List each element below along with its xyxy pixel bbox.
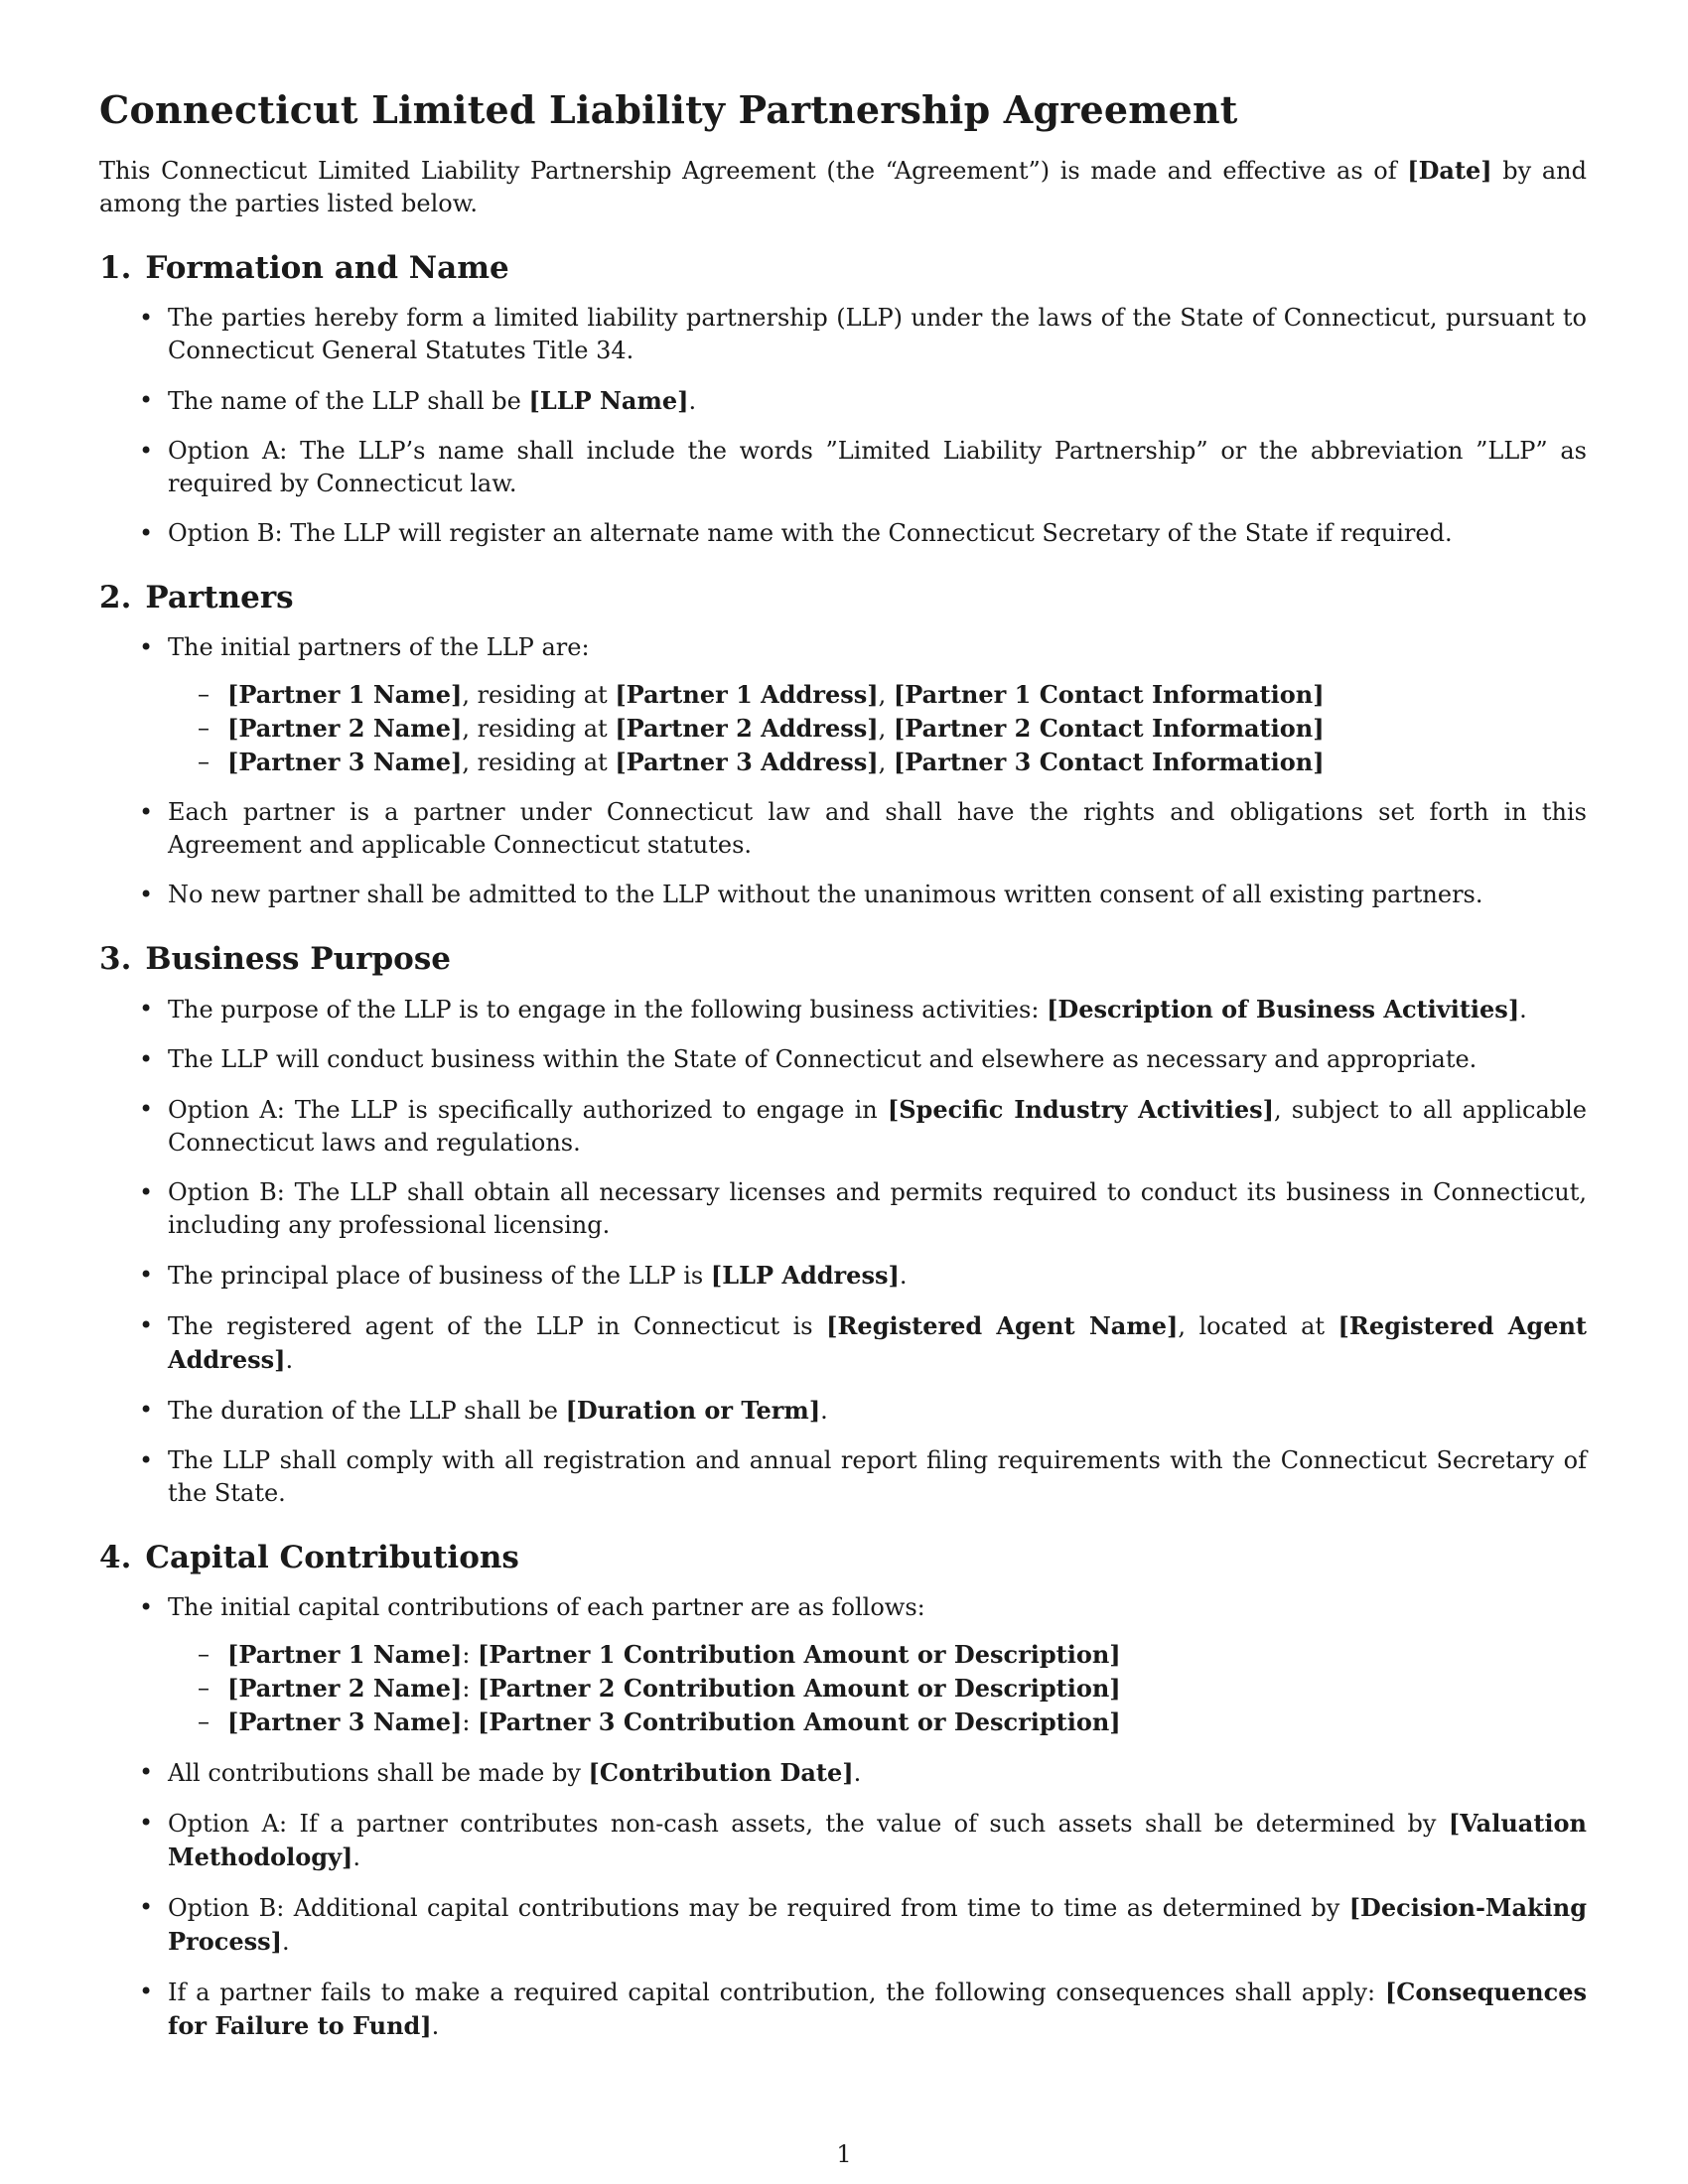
- item-text: All contributions shall be made by: [168, 1759, 589, 1787]
- item-text: .: [281, 1928, 290, 1956]
- item-text: :: [462, 1675, 479, 1703]
- list-item: [99, 631, 1587, 779]
- valuation-methodology-field: [Valuation Methodology]: [168, 1809, 1587, 1871]
- partner-name-field: [Partner 2 Name]: [227, 1674, 463, 1703]
- list-item: [99, 384, 1587, 418]
- section-heading: [99, 941, 1587, 977]
- failure-consequences-field: [Consequences for Failure to Fund]: [168, 1978, 1587, 2040]
- dash-marker: –: [198, 748, 210, 775]
- item-text: Option B: The LLP shall obtain all necessary licenses and permits required to conduct its business in Connecticut, including any professional licensing.: [168, 1178, 1587, 1239]
- item-text: .: [820, 1397, 828, 1425]
- list-item: [99, 1043, 1587, 1076]
- item-text: The parties hereby form a limited liability partnership (LLP) under the laws of the State of Connecticut, pursuant to Connecticut General Statutes Title 34.: [168, 304, 1587, 364]
- bullet-list: [99, 1591, 1587, 2043]
- partner-address-field: [Partner 1 Address]: [615, 680, 879, 709]
- contribution-amount-field: [Partner 2 Contribution Amount or Description]: [478, 1674, 1121, 1703]
- item-text: Option A: The LLP’s name shall include the words ”Limited Liability Partnership” or the abbreviation ”LLP” as required by Connecticut law.: [168, 437, 1587, 497]
- intro-text: This Connecticut Limited Liability Partnership Agreement (the “Agreement”) is made and effective as of: [99, 157, 1408, 185]
- item-text: .: [853, 1759, 862, 1787]
- section-number: 1.: [99, 250, 132, 286]
- item-text: , residing at: [462, 715, 616, 743]
- duration-field: [Duration or Term]: [565, 1396, 821, 1425]
- intro-text-end: by and among the parties listed below.: [99, 157, 1587, 217]
- section-business-purpose: [99, 941, 1587, 1510]
- item-text: The principal place of business of the LLP is: [168, 1262, 711, 1290]
- item-text: The name of the LLP shall be: [168, 387, 529, 415]
- section-formation: [99, 250, 1587, 550]
- item-text: If a partner fails to make a required capital contribution, the following consequences shall apply:: [168, 1979, 1385, 2006]
- partner-name-field: [Partner 2 Name]: [227, 714, 463, 743]
- item-text: The purpose of the LLP is to engage in the following business activities:: [168, 996, 1048, 1024]
- item-text: Option A: The LLP is specifically authorized to engage in: [168, 1096, 888, 1124]
- item-text: No new partner shall be admitted to the LLP without the unanimous written consent of all existing partners.: [168, 881, 1483, 908]
- partner-contact-field: [Partner 2 Contact Information]: [893, 714, 1325, 743]
- list-item: [99, 1444, 1587, 1510]
- item-text: ,: [878, 715, 894, 743]
- list-item: [99, 1756, 1587, 1790]
- section-title: Business Purpose: [145, 941, 452, 977]
- page-number: 1: [836, 2140, 852, 2168]
- item-text: The duration of the LLP shall be: [168, 1397, 566, 1425]
- partner-address-field: [Partner 2 Address]: [615, 714, 879, 743]
- contribution-list: [168, 1638, 1587, 1739]
- registered-agent-name-field: [Registered Agent Name]: [826, 1311, 1179, 1340]
- list-item: [99, 517, 1587, 550]
- contribution-item: [168, 1672, 1587, 1706]
- item-text: The LLP will conduct business within the State of Connecticut and elsewhere as necessary and appropriate.: [168, 1045, 1477, 1073]
- intro-paragraph: [99, 154, 1587, 220]
- list-item: [99, 1591, 1587, 1739]
- list-item: [99, 302, 1587, 367]
- item-text: .: [352, 1843, 361, 1871]
- list-item: [99, 1976, 1587, 2043]
- list-item: [99, 1394, 1587, 1428]
- list-item: [99, 1259, 1587, 1293]
- list-item: [99, 1176, 1587, 1242]
- partner-item: [168, 678, 1587, 712]
- item-text: , residing at: [462, 749, 616, 776]
- dash-marker: –: [198, 1640, 210, 1668]
- list-item: [99, 435, 1587, 500]
- dash-marker: –: [198, 714, 210, 742]
- llp-name-field: [LLP Name]: [528, 386, 689, 415]
- contribution-item: [168, 1706, 1587, 1739]
- section-partners: [99, 580, 1587, 911]
- section-heading: [99, 250, 1587, 286]
- llp-address-field: [LLP Address]: [710, 1261, 900, 1290]
- list-item: [99, 879, 1587, 911]
- dash-marker: –: [198, 680, 210, 708]
- list-item: [99, 1807, 1587, 1874]
- partner-item: [168, 712, 1587, 746]
- contribution-amount-field: [Partner 3 Contribution Amount or Description]: [478, 1707, 1121, 1736]
- item-text: .: [1519, 996, 1527, 1024]
- partner-contact-field: [Partner 1 Contact Information]: [893, 680, 1325, 709]
- contribution-date-field: [Contribution Date]: [588, 1758, 854, 1787]
- bullet-list: [99, 993, 1587, 1510]
- item-text: The initial capital contributions of each partner are as follows:: [168, 1593, 925, 1621]
- business-activities-field: [Description of Business Activities]: [1047, 995, 1520, 1024]
- partner-list: [168, 678, 1587, 779]
- item-text: :: [462, 1708, 479, 1736]
- list-item: [99, 1309, 1587, 1377]
- item-text: .: [431, 2012, 440, 2040]
- list-item: [99, 1891, 1587, 1959]
- document-title: Connecticut Limited Liability Partnership Agreement: [99, 87, 1238, 132]
- item-text: :: [462, 1641, 479, 1669]
- section-heading: [99, 580, 1587, 615]
- dash-marker: –: [198, 1707, 210, 1735]
- contribution-item: [168, 1638, 1587, 1672]
- partner-name-field: [Partner 1 Name]: [227, 1640, 463, 1669]
- item-text: ,: [878, 681, 894, 709]
- item-text: , residing at: [462, 681, 616, 709]
- item-text: Option B: The LLP will register an alternate name with the Connecticut Secretary of the State if required.: [168, 519, 1453, 547]
- list-item: [99, 796, 1587, 862]
- list-item: [99, 1093, 1587, 1160]
- date-field: [Date]: [1407, 156, 1492, 185]
- item-text: Each partner is a partner under Connecticut law and shall have the rights and obligations set forth in this Agreement and applicable Connecticut statutes.: [168, 798, 1587, 859]
- item-text: .: [899, 1262, 908, 1290]
- bullet-list: [99, 302, 1587, 550]
- item-text: , subject to all applicable Connecticut laws and regulations.: [168, 1096, 1587, 1157]
- item-text: The initial partners of the LLP are:: [168, 633, 590, 661]
- registered-agent-address-field: [Registered Agent Address]: [168, 1311, 1587, 1374]
- contribution-amount-field: [Partner 1 Contribution Amount or Description]: [478, 1640, 1121, 1669]
- industry-activities-field: [Specific Industry Activities]: [887, 1095, 1274, 1124]
- item-text: .: [688, 387, 697, 415]
- partner-item: [168, 746, 1587, 779]
- partner-address-field: [Partner 3 Address]: [615, 748, 879, 776]
- item-text: , located at: [1178, 1312, 1338, 1340]
- dash-marker: –: [198, 1674, 210, 1702]
- partner-name-field: [Partner 1 Name]: [227, 680, 463, 709]
- section-capital-contributions: [99, 1540, 1587, 2043]
- section-heading: [99, 1540, 1587, 1575]
- item-text: Option A: If a partner contributes non-cash assets, the value of such assets shall be determined by: [168, 1810, 1449, 1838]
- section-title: Formation and Name: [145, 250, 509, 286]
- list-item: [99, 993, 1587, 1026]
- item-text: ,: [878, 749, 894, 776]
- partner-name-field: [Partner 3 Name]: [227, 748, 463, 776]
- item-text: The registered agent of the LLP in Connecticut is: [168, 1312, 827, 1340]
- bullet-list: [99, 631, 1587, 911]
- decision-making-process-field: [Decision-Making Process]: [168, 1893, 1587, 1956]
- section-number: 4.: [99, 1540, 132, 1575]
- item-text: The LLP shall comply with all registration and annual report filing requirements with the Connecticut Secretary of the State.: [168, 1446, 1587, 1507]
- section-number: 2.: [99, 580, 132, 615]
- section-number: 3.: [99, 941, 132, 977]
- document-page: [99, 87, 1587, 2073]
- partner-name-field: [Partner 3 Name]: [227, 1707, 463, 1736]
- section-title: Partners: [145, 580, 294, 615]
- partner-contact-field: [Partner 3 Contact Information]: [893, 748, 1325, 776]
- section-title: Capital Contributions: [145, 1540, 519, 1575]
- item-text: .: [285, 1346, 294, 1374]
- item-text: Option B: Additional capital contributions may be required from time to time as determined by: [168, 1894, 1349, 1922]
